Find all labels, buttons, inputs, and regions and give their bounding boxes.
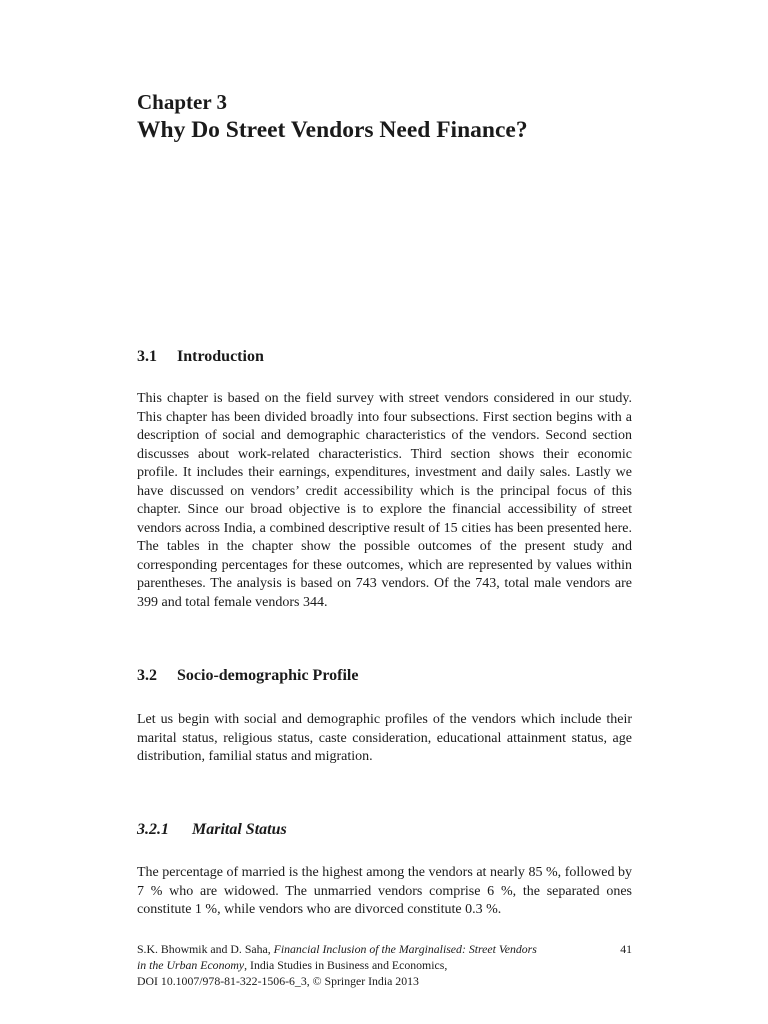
footer-line-2 xyxy=(137,957,632,973)
footer-doi: DOI 10.1007/978-81-322-1506-6_3, © Springer India 2013 xyxy=(137,974,419,988)
footer-series: , India Studies in Business and Economics, xyxy=(244,958,448,972)
section-number: 3.2 xyxy=(137,667,157,684)
page-number: 41 xyxy=(620,942,632,956)
socio-demographic-paragraph: Let us begin with social and demographic profiles of the vendors which include their marital status, religious status, caste consideration, educational attainment status, age distribution, familial status and migration. xyxy=(137,712,632,764)
footer-book-title: Financial Inclusion of the Marginalised: Street Vendors xyxy=(273,942,537,956)
footer-citation xyxy=(137,941,632,989)
section-heading-introduction xyxy=(137,348,264,366)
section-number: 3.2.1 xyxy=(137,821,169,838)
marital-status-paragraph: The percentage of married is the highest among the vendors at nearly 85 %, followed by 7 % who are widowed. The unmarried vendors comprise 6 %, the separated ones constitute 1 %, while vendors who are divorced constitute 0.3 %. xyxy=(137,865,632,917)
introduction-paragraph: This chapter is based on the field survey with street vendors considered in our study. This chapter has been divided broadly into four subsections. First section begins with a description of social and demographic characteristics of the vendors. Second section discusses about work-related characteristics. Third section shows their economic profile. It includes their earnings, expenditures, investment and daily sales. Lastly we have discussed on vendors’ credit accessibility which is the principal focus of this chapter. Since our broad objective is to explore the financial accessibility of street vendors across India, a combined descriptive result of 15 cities has been presented here. The tables in the chapter show the possible outcomes of the present study and corresponding percentages for these outcomes, which are represented by values within parentheses. The analysis is based on 743 vendors. Of the 743, total male vendors are 399 and total female vendors 344. xyxy=(137,391,632,610)
section-number: 3.1 xyxy=(137,348,157,365)
section-heading-socio-demographic xyxy=(137,667,358,685)
footer-line-1 xyxy=(137,941,632,957)
section-title: Marital Status xyxy=(192,821,287,838)
section-title: Socio-demographic Profile xyxy=(177,667,359,684)
chapter-label: Chapter 3 xyxy=(137,90,228,114)
footer-authors: S.K. Bhowmik and D. Saha, xyxy=(137,942,271,956)
section-heading-marital-status xyxy=(137,821,287,839)
footer-book-title-cont: in the Urban Economy xyxy=(137,958,245,972)
chapter-title: Why Do Street Vendors Need Finance? xyxy=(137,117,528,143)
section-title: Introduction xyxy=(177,348,264,365)
